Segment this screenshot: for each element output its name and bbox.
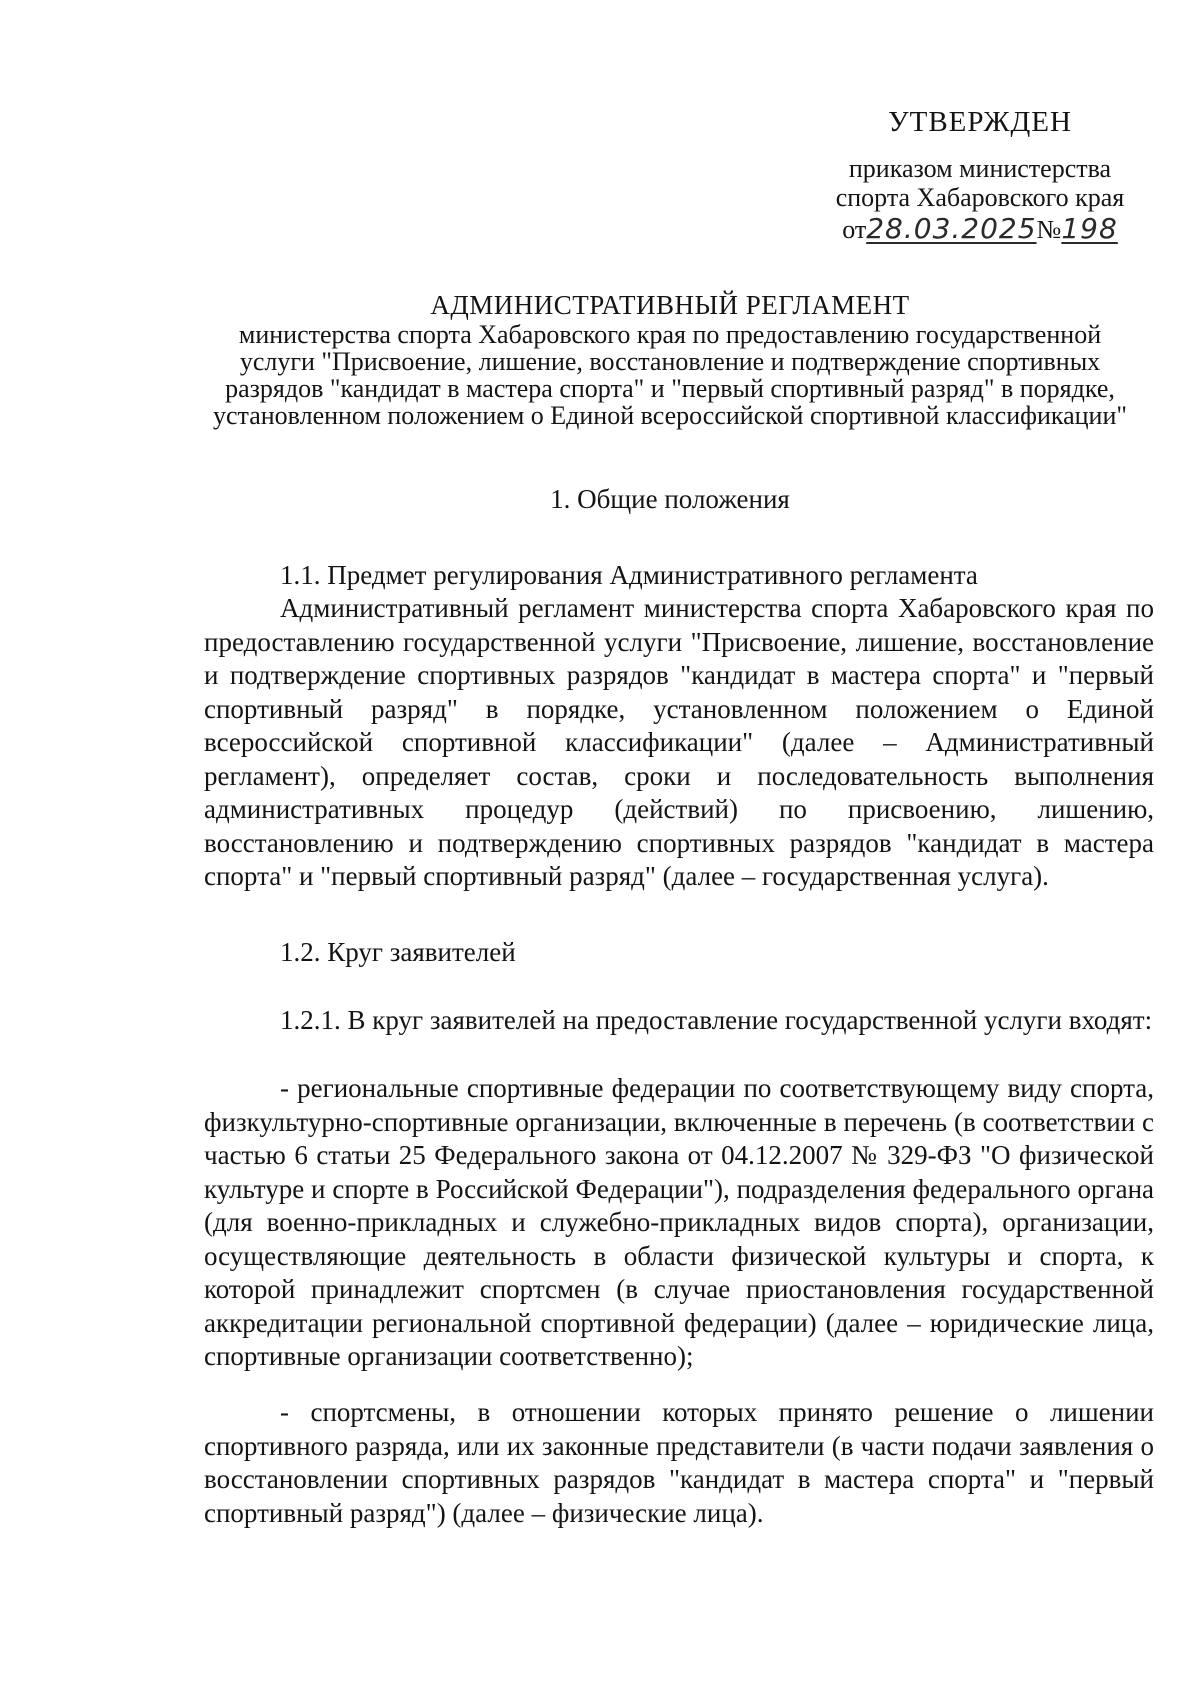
section-1-heading: 1. Общие положения [550,484,790,514]
approval-line-1: приказом министерства [848,154,1112,183]
order-date-number [800,212,1160,247]
applicant-item-2: - спортсмены, в отношении которых принято решение о лишении спортивного разряда, или их законные представители (в части подачи заявления о восстановлении спортивных разрядов "кандидат в мастера спорта" и "первый спортивный разряд") (далее – физические лица). [204,1397,1154,1528]
subsection-1-1-text: Административный регламент министерства спорта Хабаровского края по предоставлению государственной услуги "Присвоение, лишение, восстановление и подтверждение спортивных разрядов "кандидат в мастера спорта" и "первый спортивный разряд" в порядке, установленном положением о Единой всероссийской спортивной классификации" (далее – Административный регламент), определяет состав, сроки и последовательность выполнения административных процедур (действий) по присвоению, лишению, восстановлению и подтверждению спортивных разрядов "кандидат в мастера спорта" и "первый спортивный разряд" (далее – государственная услуга). [204,593,1154,891]
order-date: 28.03.2025 [866,212,1037,245]
document-main-title: АДМИНИСТРАТИВНЫЙ РЕГЛАМЕНТ [430,290,910,320]
subsection-1-1-heading: 1.1. Предмет регулирования Административного регламента [280,560,978,590]
subsection-1-2-heading: 1.2. Круг заявителей [280,937,516,967]
approval-line-2: спорта Хабаровского края [835,183,1125,212]
applicant-item-1: - региональные спортивные федерации по соответствующему виду спорта, физкультурно-спортивные организации, включенные в перечень (в соответствии с частью 6 статьи 25 Федерального закона от 04.12.2007 № 329-ФЗ "О физической культуре и спорте в Российской Федерации"), подразделения федерального органа (для военно-прикладных и служебно-прикладных видов спорта), организации, осуществляющие деятельность в области физической культуры и спорта, к которой принадлежит спортсмен (в случае приостановления государственной аккредитации региональной спортивной федерации) (далее – юридические лица, спортивные организации соответственно); [204,1073,1154,1371]
document-title [200,290,1140,429]
approval-title: УТВЕРЖДЕН [888,106,1072,138]
approval-stamp [800,104,1160,247]
order-from-prefix: от [842,215,867,244]
subsection-1-2-1-text: 1.2.1. В круг заявителей на предоставление государственной услуги входят: [280,1005,1153,1035]
order-number: 198 [1061,212,1118,245]
order-number-prefix: № [1036,215,1062,244]
document-subtitle: министерства спорта Хабаровского края по предоставлению государственной услуги "Присвоение, лишение, восстановление и подтверждение спортивных разрядов "кандидат в мастера спорта" и "первый спортивный разряд" в порядке, установленном положением о Единой всероссийской спортивной классификации" [212,320,1127,430]
